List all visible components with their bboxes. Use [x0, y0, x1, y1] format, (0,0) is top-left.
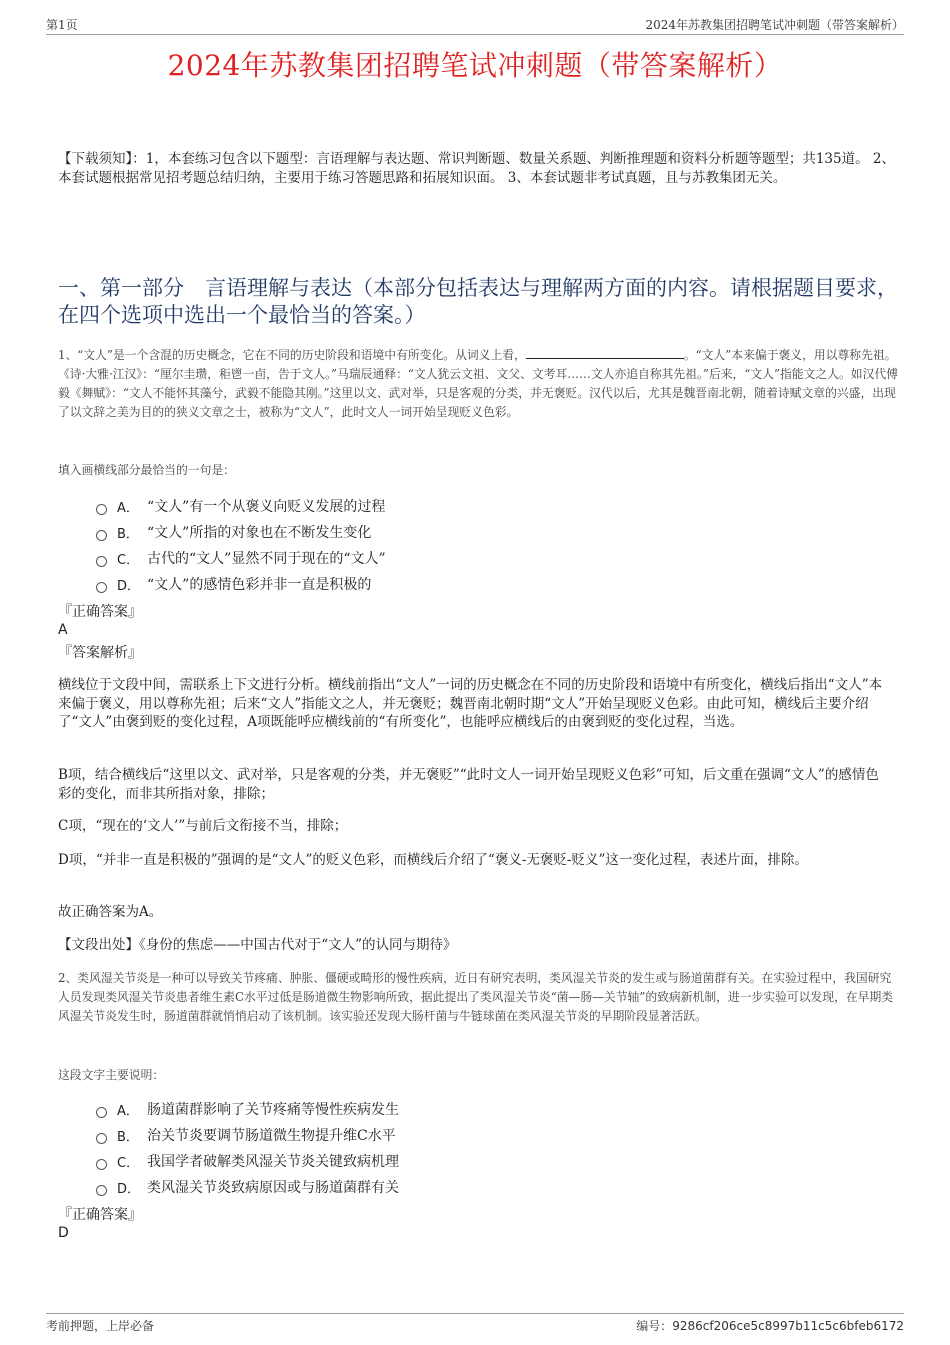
analysis-label: 『答案解析』: [58, 645, 142, 661]
analysis-paragraph: D项，“并非一直是积极的”强调的是“文人”的贬义色彩，而横线后介绍了“褒义-无褒贬-贬义”这一变化过程，表述片面，排除。: [58, 852, 808, 868]
footer-code-value: 9286cf206ce5c8997b11c5c6bfeb6172: [672, 1319, 904, 1333]
option-letter: D．: [117, 1181, 141, 1197]
analysis-paragraph: B项，结合横线后“这里以文、武对举，只是客观的分类，并无褒贬”“此时文人一词开始呈现贬义色彩”可知，后文重在强调“文人”的感情色彩的变化，而非其所指对象，排除；: [58, 767, 879, 802]
header-doc-title: 2024年苏教集团招聘笔试冲刺题（带答案解析）: [645, 18, 904, 32]
option-a[interactable]: [96, 493, 796, 519]
option-text: “文人”有一个从褒义向贬义发展的过程: [147, 499, 386, 515]
question-2-prompt: 这段文字主要说明：: [58, 1068, 165, 1082]
page-footer: [46, 1313, 904, 1334]
radio-icon[interactable]: [96, 1107, 107, 1118]
question-1-stem-before: 1、“文人”是一个含混的历史概念，它在不同的历史阶段和语境中有所变化。从词义上看，: [58, 348, 526, 362]
radio-icon[interactable]: [96, 1133, 107, 1144]
answer-value: D: [58, 1225, 69, 1241]
radio-icon[interactable]: [96, 556, 107, 567]
option-text: 肠道菌群影响了关节疼痛等慢性疾病发生: [147, 1102, 399, 1118]
option-letter: B．: [117, 526, 139, 542]
question-2-stem: 2、类风湿关节炎是一种可以导致关节疼痛、肿胀、僵硬或畸形的慢性疾病，近日有研究表明，类风湿关节炎的发生或与肠道菌群有关。在实验过程中，我国研究人员发现类风湿关节炎患者维生素C水平过低是肠道微生物影响所致，据此提出了类风湿关节炎“菌—肠—关节轴”的致病新机制，进一步实验可以发现，在早期类风湿关节炎发生时，肠道菌群就悄悄启动了该机制。该实验还发现大肠杆菌与牛链球菌在类风湿关节炎的早期阶段显著活跃。: [58, 971, 894, 1023]
analysis-paragraph: 横线位于文段中间，需联系上下文进行分析。横线前指出“文人”一词的历史概念在不同的历史阶段和语境中有所变化，横线后指出“文人”本来偏于褒义，用以尊称先祖；后来“文人”指能文之人，并无褒贬；魏晋南北朝时期“文人”开始呈现贬义色彩。由此可知，横线后主要介绍了“文人”由褒到贬的变化过程，A项既能呼应横线前的“有所变化”，也能呼应横线后的由褒到贬的变化过程，当选。: [58, 677, 883, 730]
option-text: “文人”所指的对象也在不断发生变化: [147, 525, 372, 541]
option-c[interactable]: [96, 1148, 796, 1174]
option-letter: D．: [117, 578, 141, 594]
option-d[interactable]: [96, 1174, 796, 1200]
option-b[interactable]: [96, 1122, 796, 1148]
radio-icon[interactable]: [96, 1159, 107, 1170]
option-text: 古代的“文人”显然不同于现在的“文人”: [147, 551, 386, 567]
radio-icon[interactable]: [96, 530, 107, 541]
question-1-stem: [58, 346, 898, 422]
option-a[interactable]: [96, 1096, 796, 1122]
page-number: 第1页: [46, 18, 78, 32]
option-b[interactable]: [96, 519, 796, 545]
option-letter: A．: [117, 500, 139, 516]
option-c[interactable]: [96, 545, 796, 571]
download-notice: 【下载须知】：1，本套练习包含以下题型：言语理解与表达题、常识判断题、数量关系题、判断推理题和资料分析题等题型；共135道。 2、本套试题根据常见招考题总结归纳，主要用于练习答题思路和拓展知识面。 3、本套试题非考试真题，且与苏教集团无关。: [58, 151, 895, 186]
option-letter: B．: [117, 1129, 139, 1145]
footer-slogan: 考前押题，上岸必备: [46, 1319, 155, 1333]
page-header: [46, 14, 904, 35]
analysis-paragraph: 故正确答案为A。: [58, 904, 163, 920]
option-text: 类风湿关节炎致病原因或与肠道菌群有关: [147, 1180, 399, 1196]
answer-label: 『正确答案』: [58, 1207, 142, 1223]
source-citation: 【文段出处】《身份的焦虑——中国古代对于“文人”的认同与期待》: [58, 937, 457, 953]
radio-icon[interactable]: [96, 504, 107, 515]
footer-code: [636, 1317, 904, 1334]
option-letter: C．: [117, 552, 140, 568]
question-2-options: [96, 1096, 796, 1200]
page-title: 2024年苏教集团招聘笔试冲刺题（带答案解析）: [167, 49, 783, 82]
question-1-prompt: 填入画横线部分最恰当的一句是：: [58, 463, 235, 477]
option-letter: A．: [117, 1103, 139, 1119]
answer-value: A: [58, 622, 68, 638]
footer-code-label: 编号：: [636, 1319, 673, 1333]
option-d[interactable]: [96, 571, 796, 597]
question-1-options: [96, 493, 796, 597]
option-text: 治关节炎要调节肠道微生物提升维C水平: [147, 1128, 396, 1144]
analysis-paragraph: C项，“现在的‘文人’”与前后文衔接不当，排除；: [58, 818, 348, 834]
question-1-stem-after: 。“文人”本来偏于褒义，用以尊称先祖。《诗·大雅·江汉》：“厘尔圭瓒，秬鬯一卣，告于文人。”马瑞辰通释：“文人犹云文祖、文父、文考耳……文人亦追自称其先祖。”后来，“文人”指能文之人。如汉代傅毅《舞赋》：“文人不能怀其藻兮，武毅不能隐其刚。”这里以文、武对举，只是客观的分类，并无褒贬。汉代以后，尤其是魏晋南北朝，随着诗赋文章的兴盛，出现了以文辞之美为目的的狭义文章之士，被称为“文人”，此时文人一词开始呈现贬义色彩。: [58, 348, 898, 419]
radio-icon[interactable]: [96, 1185, 107, 1196]
option-text: “文人”的感情色彩并非一直是积极的: [147, 577, 372, 593]
section-heading: 一、第一部分 言语理解与表达（本部分包括表达与理解两方面的内容。请根据题目要求，在四个选项中选出一个最恰当的答案。）: [58, 276, 898, 327]
option-text: 我国学者破解类风湿关节炎关键致病机理: [147, 1154, 399, 1170]
radio-icon[interactable]: [96, 582, 107, 593]
answer-label: 『正确答案』: [58, 604, 142, 620]
option-letter: C．: [117, 1155, 140, 1171]
fill-blank-line: [526, 347, 684, 359]
